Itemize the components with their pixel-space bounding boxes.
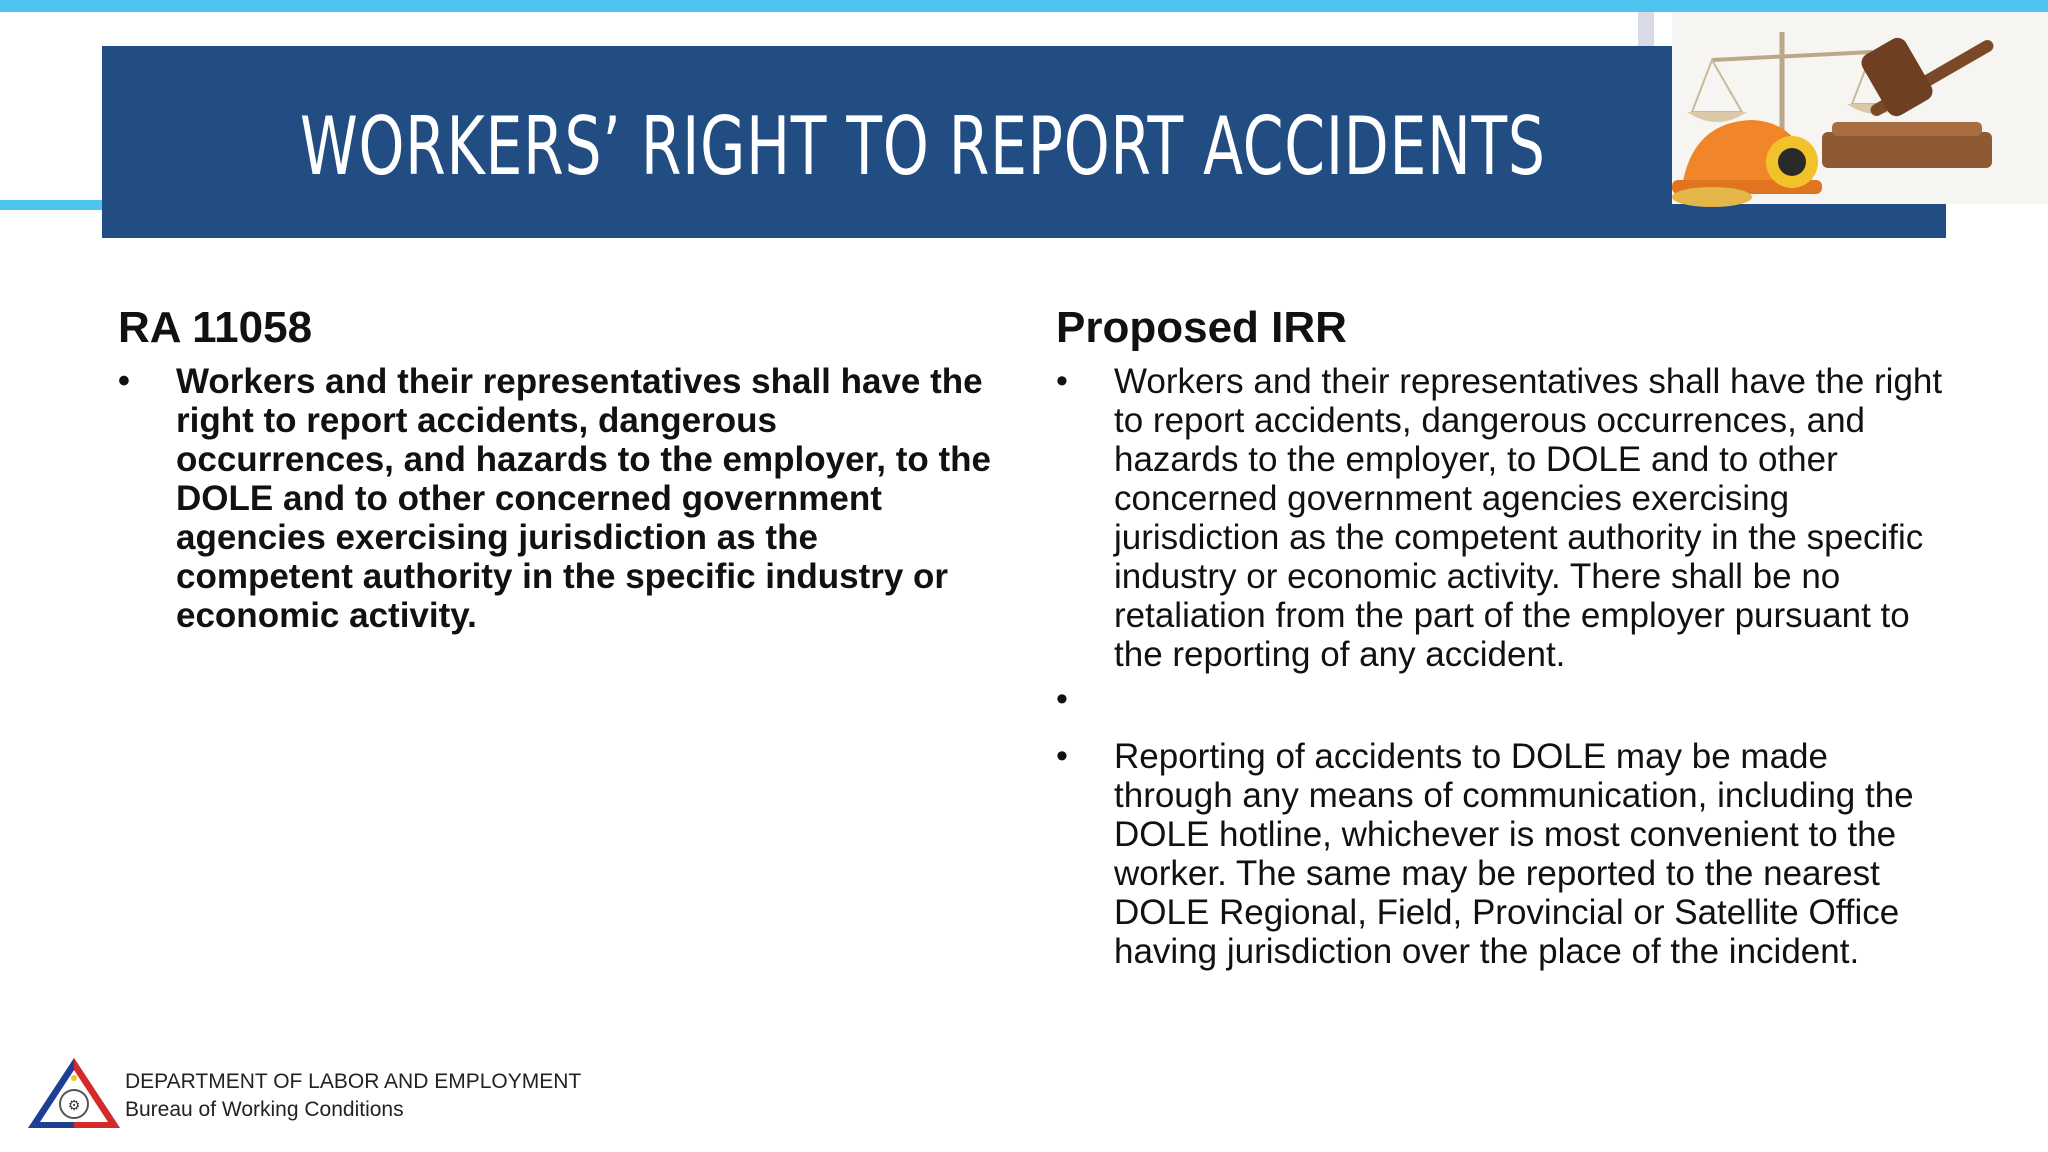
list-item xyxy=(118,362,998,635)
bureau-name: Bureau of Working Conditions xyxy=(125,1098,404,1121)
bullet-text: Reporting of accidents to DOLE may be made through any means of communication, including the DOLE hotline, whichever is most convenient to the worker. The same may be reported to the nearest DOLE Regional, Field, Provincial or Satellite Office having jurisdiction over the place of the incident. xyxy=(1114,737,1914,971)
list-item xyxy=(1056,362,1956,674)
bullet-text: Workers and their representatives shall have the right to report accidents, dangerous occurrences, and hazards to the employer, to the DOLE and to other concerned government agencies exercising jurisdiction as the competent authority in the specific industry or economic activity. xyxy=(176,362,991,635)
left-accent-rule xyxy=(0,200,104,210)
bullet-icon: • xyxy=(118,362,130,400)
top-accent-rule xyxy=(0,0,2048,12)
header-illustration xyxy=(1672,12,2048,204)
ra-11058-heading: RA 11058 xyxy=(118,303,313,352)
decorative-tab xyxy=(1638,12,1654,48)
slide-title: WORKERS’ RIGHT TO REPORT ACCIDENTS xyxy=(300,100,1546,193)
footer-agency xyxy=(125,1068,581,1124)
gavel-scales-hardhat-image xyxy=(1672,12,2048,204)
proposed-irr-column xyxy=(1056,300,1956,971)
proposed-irr-bullet-list xyxy=(1056,362,1956,971)
department-name: DEPARTMENT OF LABOR AND EMPLOYMENT xyxy=(125,1070,582,1093)
ra-11058-column xyxy=(118,300,998,635)
list-item-empty xyxy=(1056,680,1956,719)
bullet-icon: • xyxy=(1056,680,1068,718)
proposed-irr-heading: Proposed IRR xyxy=(1056,303,1347,352)
bullet-icon: • xyxy=(1056,737,1068,775)
bullet-text: Workers and their representatives shall have the right to report accidents, dangerous occurrences, and hazards to the employer, to DOLE and to other concerned government agencies exercising jurisdiction as the competent authority in the specific industry or economic activity. There shall be no retaliation from the part of the employer pursuant to the reporting of any accident. xyxy=(1114,362,1943,674)
bullet-icon: • xyxy=(1056,362,1068,400)
list-item xyxy=(1056,737,1956,971)
dole-logo xyxy=(26,1056,122,1130)
ra-11058-bullet-list xyxy=(118,362,998,635)
svg-text:⚙: ⚙ xyxy=(67,1098,81,1114)
